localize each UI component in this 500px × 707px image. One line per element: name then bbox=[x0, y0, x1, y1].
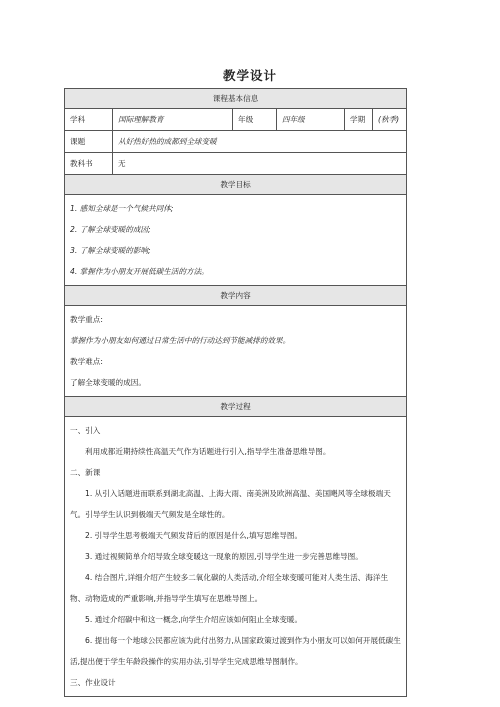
topic-label: 课题 bbox=[65, 131, 113, 153]
term-label: 学期 bbox=[345, 109, 373, 131]
goals-list bbox=[65, 195, 407, 286]
key-point-text: 掌握作为小朋友如何通过日常生活中的行动达到节能减排的效果。 bbox=[70, 336, 291, 345]
goals-header-row bbox=[65, 175, 407, 195]
process-block bbox=[65, 417, 407, 697]
process-header-row bbox=[65, 397, 407, 417]
difficulty-text: 了解全球变暖的成因。 bbox=[70, 378, 146, 387]
textbook-label: 教科书 bbox=[65, 153, 113, 175]
goal-item: 3. 了解全球变暖的影响; bbox=[70, 246, 151, 255]
lesson-step: 6. 提出每一个地球公民都应该为此付出努力,从国家政策过渡到作为小朋友可以如何开展低碳生活,提出便于学生年龄段操作的实用办法,引导学生完成思维导图制作。 bbox=[70, 636, 401, 666]
subject-label: 学科 bbox=[65, 109, 113, 131]
subject-value: 国际理解教育 bbox=[113, 109, 233, 131]
content-header: 教学内容 bbox=[65, 286, 407, 306]
subject-row bbox=[65, 109, 407, 131]
grade-value: 四年级 bbox=[277, 109, 345, 131]
basic-info-header: 课程基本信息 bbox=[65, 89, 407, 109]
content-row bbox=[65, 306, 407, 397]
lesson-step: 3. 通过视频简单介绍导致全球变暖这一现象的原因,引导学生进一步完善思维导图。 bbox=[85, 552, 363, 561]
basic-info-header-row bbox=[65, 89, 407, 109]
section-intro-heading: 一、引入 bbox=[70, 426, 101, 435]
lesson-step: 5. 通过介绍碳中和这一概念,向学生介绍应该如何阻止全球变暖。 bbox=[85, 615, 303, 624]
intro-text: 利用成都近期持续性高温天气作为话题进行引入,指导学生准备思维导图。 bbox=[85, 447, 331, 456]
goal-item: 4. 掌握作为小朋友开展低碳生活的方法。 bbox=[70, 267, 209, 276]
lesson-step: 1. 从引入话题进而联系到湖北高温、上海大雨、南美洲及欧洲高温、美国飓风等全球极端天气。引导学生认识到极端天气频发是全球性的。 bbox=[70, 489, 391, 519]
topic-row bbox=[65, 131, 407, 153]
lesson-step: 4. 结合图片,详细介绍产生较多二氧化碳的人类活动,介绍全球变暖可能对人类生活、海洋生物、动物造成的严重影响,并指导学生填写在思维导图上。 bbox=[70, 573, 389, 603]
goal-item: 1. 感知全球是一个气候共同体; bbox=[70, 204, 174, 213]
goals-row bbox=[65, 195, 407, 286]
textbook-value: 无 bbox=[113, 153, 407, 175]
textbook-row bbox=[65, 153, 407, 175]
process-header: 教学过程 bbox=[65, 397, 407, 417]
goals-header: 教学目标 bbox=[65, 175, 407, 195]
topic-value: 从好热好热的成都到全球变暖 bbox=[113, 131, 407, 153]
lesson-plan-table bbox=[64, 88, 407, 697]
difficulty-label: 教学难点: bbox=[70, 357, 103, 366]
goal-item: 2. 了解全球变暖的成因; bbox=[70, 225, 151, 234]
process-row bbox=[65, 417, 407, 697]
content-block bbox=[65, 306, 407, 397]
section-homework-heading: 三、作业设计 bbox=[70, 678, 116, 687]
key-point-label: 教学重点: bbox=[70, 315, 103, 324]
term-value: (秋季) bbox=[373, 109, 407, 131]
grade-label: 年级 bbox=[233, 109, 277, 131]
lesson-step: 2. 引导学生思考极端天气频发背后的原因是什么,填写思维导图。 bbox=[85, 531, 303, 540]
section-new-lesson-heading: 二、新课 bbox=[70, 468, 101, 477]
page-title: 教学设计 bbox=[222, 68, 277, 83]
content-header-row bbox=[65, 286, 407, 306]
